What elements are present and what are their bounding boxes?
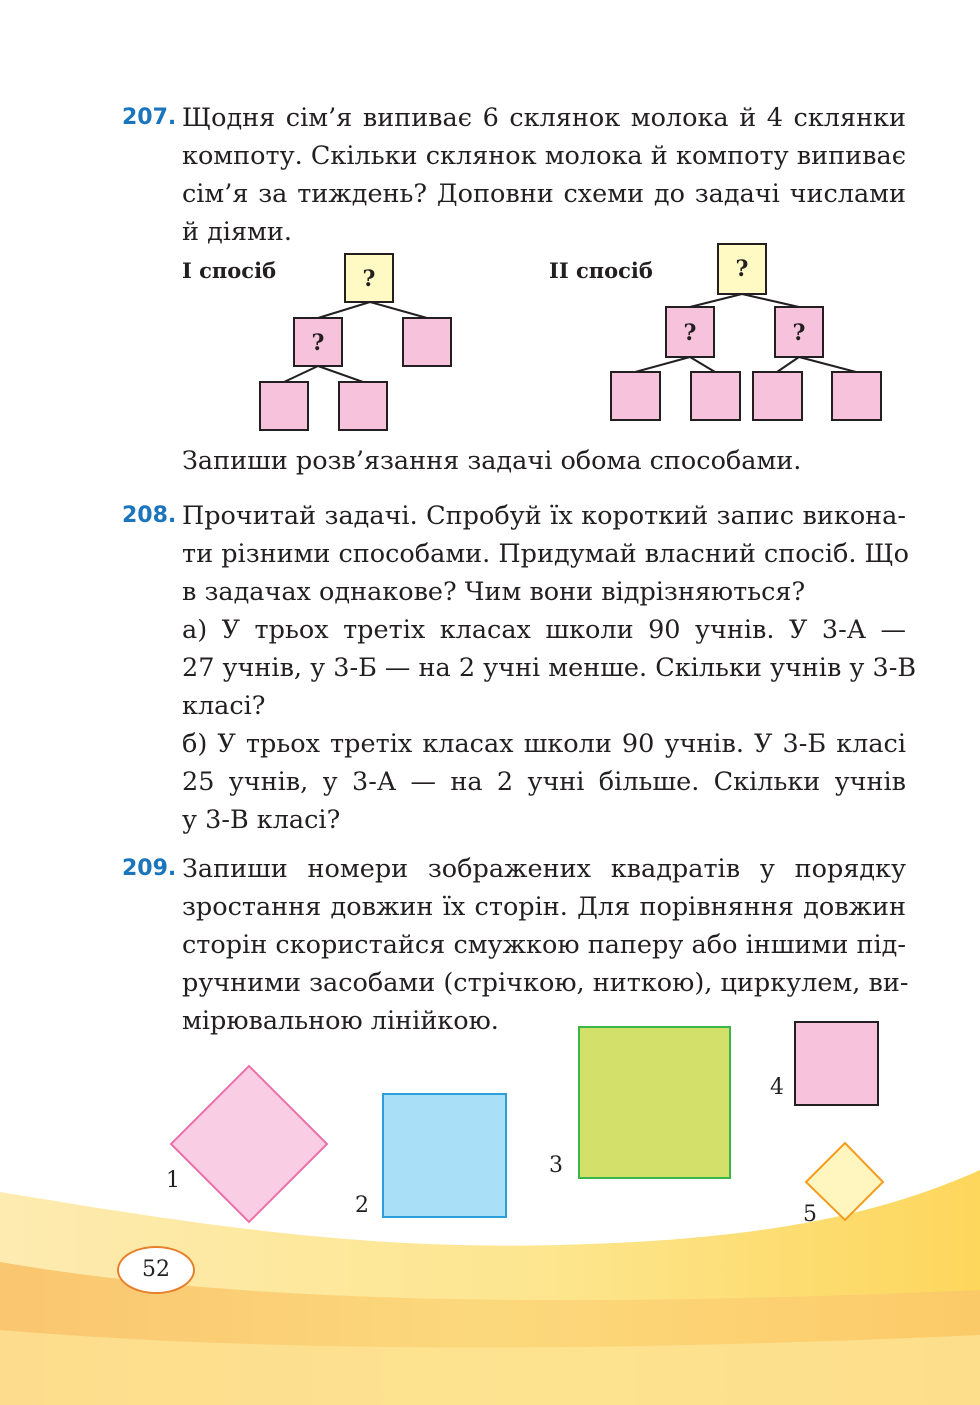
instruction-text: Запиши розв’язання задачі обома способами. <box>182 446 802 476</box>
question-mark: ? <box>735 256 749 282</box>
problem-number: 208. <box>122 503 177 528</box>
question-mark: ? <box>792 320 806 346</box>
method-1-label: І спосіб <box>182 258 277 283</box>
square-label: 1 <box>166 1168 180 1193</box>
problem-number: 207. <box>122 105 177 130</box>
problem-text-line: ручними засобами (стрічкою, ниткою), циркулем, ви- <box>182 968 909 998</box>
problem-text-line: 27 учнів, у 3-Б — на 2 учні менше. Скільки учнів у 3-В <box>182 653 917 683</box>
square-label: 3 <box>549 1153 563 1178</box>
question-mark: ? <box>683 320 697 346</box>
problem-text-line: а) У трьох третіх класах школи 90 учнів. У 3-А — <box>182 615 906 645</box>
question-mark: ? <box>362 266 376 292</box>
problem-text-line: й діями. <box>182 217 292 247</box>
problem-text-line: сім’я за тиждень? Доповни схеми до задачі числами <box>182 179 906 209</box>
square-label: 5 <box>803 1202 817 1227</box>
problem-number: 209. <box>122 856 177 881</box>
square-label: 2 <box>355 1193 369 1218</box>
square-3 <box>579 1027 730 1178</box>
problem-text-line: у 3-В класі? <box>182 805 341 835</box>
problem-text-line: 25 учнів, у 3-А — на 2 учні більше. Скільки учнів <box>182 767 906 797</box>
problem-text-line: зростання довжин їх сторін. Для порівняння довжин <box>182 892 906 922</box>
problem-text-line: компоту. Скільки склянок молока й компоту випиває <box>182 141 906 171</box>
problem-text-line: б) У трьох третіх класах школи 90 учнів. У 3-Б класі <box>182 729 906 759</box>
problem-text-line: класі? <box>182 691 266 721</box>
problem-text-line: Запиши номери зображених квадратів у порядку <box>182 854 906 884</box>
problem-text-line: Прочитай задачі. Спробуй їх короткий запис викона- <box>182 501 906 531</box>
square-1 <box>171 1066 327 1222</box>
method-2-label: ІІ спосіб <box>549 258 653 283</box>
square-2 <box>383 1094 506 1217</box>
square-label: 4 <box>770 1075 784 1100</box>
problem-text-line: сторін скористайся смужкою паперу або іншими під- <box>182 930 906 960</box>
question-mark: ? <box>311 330 325 356</box>
problem-text-line: в задачах однакове? Чим вони відрізняються? <box>182 577 806 607</box>
problem-text-line: мірювальною лінійкою. <box>182 1006 499 1036</box>
square-5 <box>806 1143 883 1220</box>
problem-text-line: Щодня сім’я випиває 6 склянок молока й 4 склянки <box>182 103 906 133</box>
problem-text-line: ти різними способами. Придумай власний спосіб. Що <box>182 539 909 569</box>
page-number: 52 <box>117 1246 195 1294</box>
